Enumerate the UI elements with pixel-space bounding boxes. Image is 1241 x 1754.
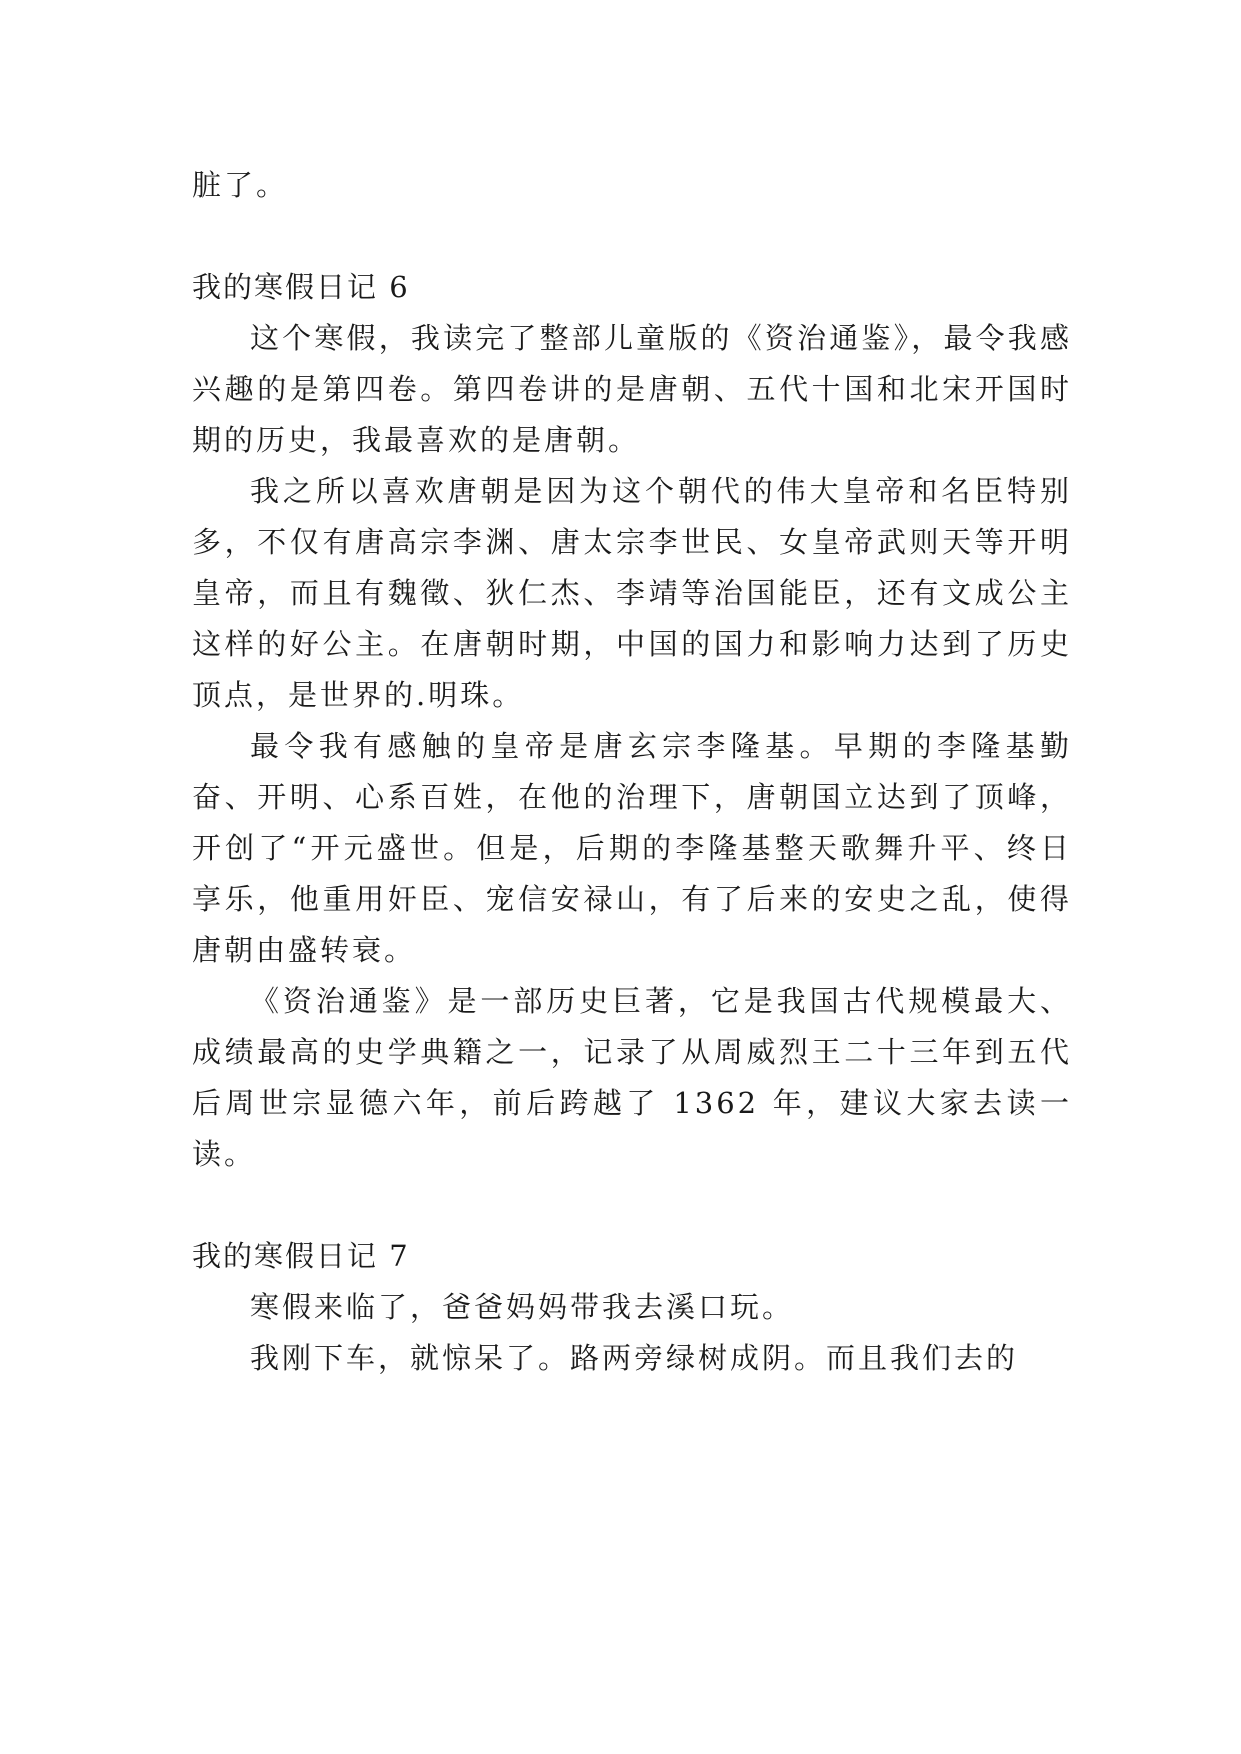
section-spacer (192, 1180, 1072, 1231)
section-spacer (192, 211, 1072, 262)
entry-6-paragraph-1: 这个寒假，我读完了整部儿童版的《资治通鉴》，最令我感兴趣的是第四卷。第四卷讲的是唐朝、五代十国和北宋开国时期的历史，我最喜欢的是唐朝。 (192, 321, 1072, 457)
entry-6-paragraph-4: 《资治通鉴》是一部历史巨著，它是我国古代规模最大、成绩最高的史学典籍之一，记录了从周威烈王二十三年到五代后周世宗显德六年，前后跨越了 1362 年，建议大家去读一读。 (192, 984, 1072, 1171)
entry-6-title: 我的寒假日记 6 (192, 270, 410, 304)
entry-7-paragraph-1: 寒假来临了，爸爸妈妈带我去溪口玩。 (250, 1290, 795, 1324)
document-body (192, 160, 1072, 1384)
entry-7-title: 我的寒假日记 7 (192, 1239, 410, 1273)
entry-6-paragraph-2: 我之所以喜欢唐朝是因为这个朝代的伟大皇帝和名臣特别多，不仅有唐高宗李渊、唐太宗李世民、女皇帝武则天等开明皇帝，而且有魏徵、狄仁杰、李靖等治国能臣，还有文成公主这样的好公主。在唐朝时期，中国的国力和影响力达到了历史顶点，是世界的.明珠。 (192, 474, 1072, 712)
entry-7-paragraph-2: 我刚下车，就惊呆了。路两旁绿树成阴。而且我们去的 (250, 1341, 1019, 1375)
entry-6-paragraph-3: 最令我有感触的皇帝是唐玄宗李隆基。早期的李隆基勤奋、开明、心系百姓，在他的治理下，唐朝国立达到了顶峰，开创了“开元盛世。但是，后期的李隆基整天歌舞升平、终日享乐，他重用奸臣、宠信安禄山，有了后来的安史之乱，使得唐朝由盛转衰。 (192, 729, 1072, 967)
lead-fragment: 脏了。 (192, 168, 289, 202)
